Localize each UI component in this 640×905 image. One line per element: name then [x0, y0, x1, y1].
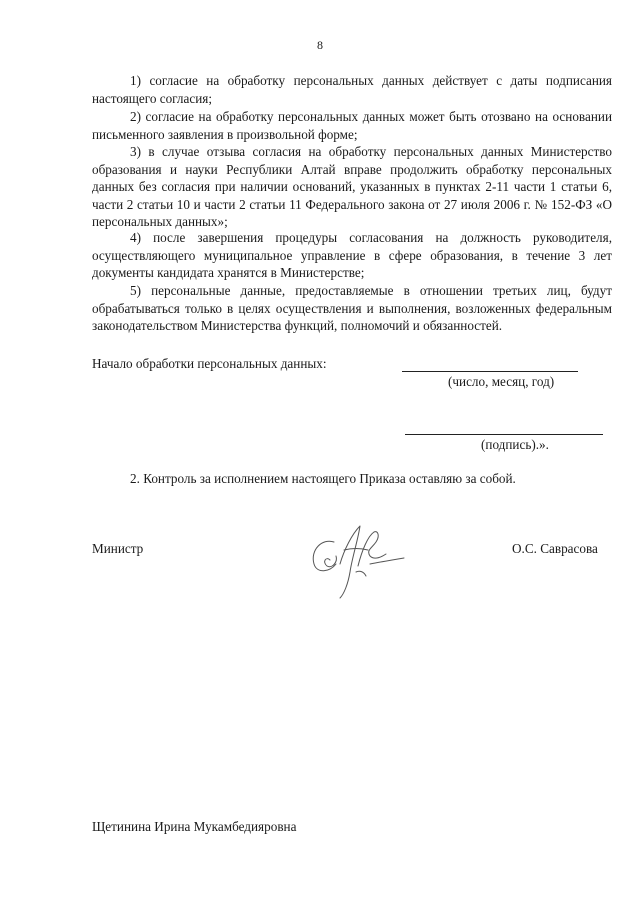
date-fill-line [402, 371, 578, 372]
minister-title: Министр [92, 541, 144, 556]
executor-name: Щетинина Ирина Мукамбедияровна [92, 819, 297, 834]
paragraph-3: 3) в случае отзыва согласия на обработку персональных данных Министерство образования и науки Республики Алтай вправе продолжить обработку персональных данных без согласия при наличии оснований, указанных в пунктах 2-11 части 1 статьи 6, части 2 статьи 10 и части 2 статьи 11 Федерального закона от 27 июля 2006 г. № 152-ФЗ «О персональных данных»; [92, 144, 612, 230]
processing-start-label: Начало обработки персональных данных: [92, 356, 327, 371]
signature-fill-line [405, 434, 603, 435]
minister-name: О.С. Саврасова [512, 541, 598, 556]
paragraph-5: 5) персональные данные, предоставляемые в отношении третьих лиц, будут обрабатываться только в целях осуществления и выполнения, возложенных федеральным законодательством Министерства функций, полномочий и обязанностей. [92, 283, 612, 334]
signature-caption: (подпись).». [481, 437, 549, 452]
control-clause: 2. Контроль за исполнением настоящего Приказа оставляю за собой. [130, 471, 516, 486]
paragraph-2: 2) согласие на обработку персональных данных может быть отозвано на основании письменного заявления в произвольной форме; [92, 109, 612, 142]
page-number: 8 [317, 38, 323, 52]
date-caption: (число, месяц, год) [448, 374, 555, 389]
paragraph-1: 1) согласие на обработку персональных данных действует с даты подписания настоящего согласия; [92, 73, 612, 106]
paragraph-4: 4) после завершения процедуры согласования на должность руководителя, осуществляющего муниципальное управление в сфере образования, в течение 3 лет документы кандидата хранятся в Министерстве; [92, 230, 612, 281]
handwritten-signature [300, 520, 410, 600]
